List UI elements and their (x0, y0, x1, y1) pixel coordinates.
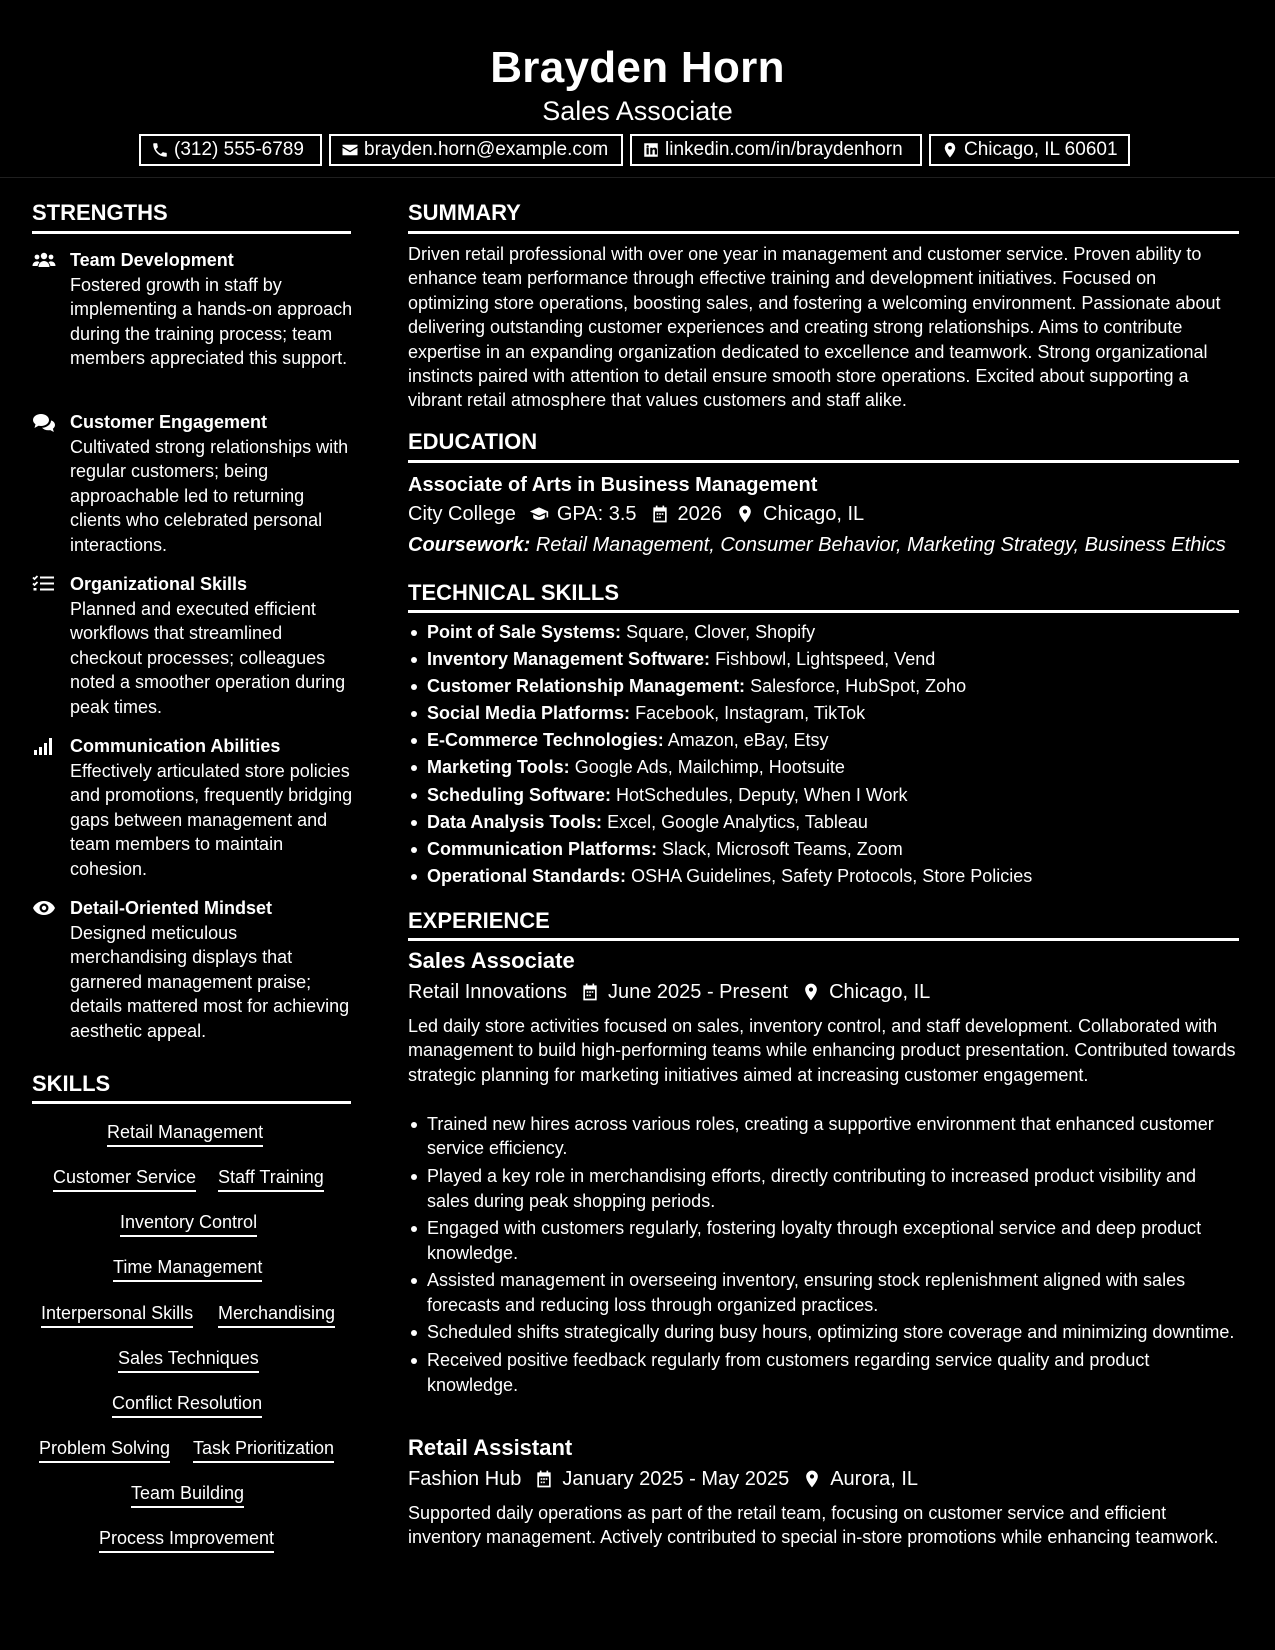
skill-tag: Inventory Control (120, 1210, 257, 1237)
job-meta (408, 979, 930, 1005)
job-dates: June 2025 - Present (607, 981, 789, 1003)
summary-rule (408, 231, 1239, 234)
tasks-icon (32, 574, 56, 594)
strength-title: Organizational Skills (70, 574, 248, 594)
contact-phone-text: (312) 555-6789 (174, 139, 304, 160)
strength-description: Cultivated strong relationships with regular customers; being approachable led to returning clients who celebrated personal interactions. (70, 437, 349, 555)
strength-title: Detail-Oriented Mindset (70, 898, 273, 918)
skill-tag: Interpersonal Skills (41, 1301, 193, 1328)
phone-icon (151, 141, 169, 159)
list-item: Operational Standards: OSHA Guidelines, Safety Protocols, Store Policies (408, 863, 1238, 890)
education-rule (408, 460, 1239, 463)
skill-tag: Team Building (131, 1481, 244, 1508)
strength-description: Fostered growth in staff by implementing a hands-on approach during the training process; team members appreciated this support. (70, 275, 353, 369)
skill-tag: Task Prioritization (193, 1436, 334, 1463)
map-marker-icon (802, 1469, 822, 1489)
list-item: E-Commerce Technologies: Amazon, eBay, Etsy (408, 727, 1238, 754)
technical-skills-heading: TECHNICAL SKILLS (408, 580, 620, 605)
list-item: Social Media Platforms: Facebook, Instagram, TikTok (408, 700, 1238, 727)
job-summary: Led daily store activities focused on sales, inventory control, and staff development. Collaborated with management to build high-performing teams while enhancing product presentation. Contributed towards strategic planning for marketing initiatives aimed at increasing customer engagement. (408, 1016, 1236, 1085)
list-item: Assisted management in overseeing inventory, ensuring stock replenishment aligned with sales forecasts and reducing loss through organized practices. (408, 1268, 1238, 1317)
contact-linkedin[interactable] (630, 134, 922, 166)
skill-tag: Problem Solving (39, 1436, 170, 1463)
list-item: Customer Relationship Management: Salesforce, HubSpot, Zoho (408, 673, 1238, 700)
candidate-name: Brayden Horn (490, 43, 785, 92)
calendar-icon (580, 982, 600, 1002)
strengths-rule (32, 231, 351, 234)
strength-title: Communication Abilities (70, 736, 281, 756)
strength-description: Planned and executed efficient workflows that streamlined checkout processes; colleagues noted a smoother operation during peak times. (70, 599, 346, 717)
summary-text: Driven retail professional with over one year in management and customer service. Proven ability to enhance team performance through effective training and development initiatives. Focused on optimizing store operations, boosting sales, and fostering a welcoming environment. Passionate about delivering outstanding customer experiences and creating strong relationships. Aims to contribute expertise in an expanding organization dedicated to excellence and teamwork. Strong organizational instincts paired with attention to detail ensure smooth store operations. Excited about supporting a vibrant retail atmosphere that values customers and staff alike. (408, 244, 1221, 411)
strength-title: Team Development (70, 250, 234, 270)
list-item: Data Analysis Tools: Excel, Google Analytics, Tableau (408, 809, 1238, 836)
list-item: Scheduling Software: HotSchedules, Deputy, When I Work (408, 782, 1238, 809)
job-location: Chicago, IL (829, 981, 931, 1003)
job-summary: Supported daily operations as part of the retail team, focusing on customer service and efficient inventory management. Actively contributed to special in-store promotions while enhancing teamwork. (408, 1503, 1219, 1548)
signal-icon (32, 736, 56, 756)
strength-title: Customer Engagement (70, 412, 268, 432)
list-item: Inventory Management Software: Fishbowl, Lightspeed, Vend (408, 646, 1238, 673)
list-item: Scheduled shifts strategically during busy hours, optimizing store coverage and minimizing downtime. (408, 1320, 1238, 1344)
list-item: Received positive feedback regularly from customers regarding service quality and product knowledge. (408, 1348, 1238, 1397)
list-item: Communication Platforms: Slack, Microsoft Teams, Zoom (408, 836, 1238, 863)
strength-description: Designed meticulous merchandising displays that garnered management praise; details mattered most for achieving aesthetic appeal. (70, 923, 350, 1041)
list-item: Marketing Tools: Google Ads, Mailchimp, Hootsuite (408, 754, 1238, 781)
job-location: Aurora, IL (830, 1468, 919, 1490)
skill-tag: Merchandising (218, 1301, 335, 1328)
map-marker-icon (941, 141, 959, 159)
technical-skills-rule (408, 610, 1239, 613)
eye-icon (32, 898, 56, 918)
envelope-icon (341, 141, 359, 159)
candidate-title: Sales Associate (542, 96, 733, 126)
strength-description: Effectively articulated store policies and promotions, frequently bridging gaps between management and team members to maintain cohesion. (70, 761, 353, 879)
list-item: Point of Sale Systems: Square, Clover, Shopify (408, 619, 1238, 646)
list-item: Engaged with customers regularly, fostering loyalty through exceptional service and deep product knowledge. (408, 1216, 1238, 1265)
calendar-icon (650, 504, 670, 524)
skills-heading: SKILLS (32, 1071, 111, 1096)
contact-location[interactable] (929, 134, 1130, 166)
coursework (408, 532, 1226, 558)
experience-heading: EXPERIENCE (408, 908, 550, 933)
graduation-year: 2026 (677, 503, 722, 525)
contact-phone[interactable] (139, 134, 322, 166)
skill-tag: Staff Training (218, 1165, 324, 1192)
experience-rule (408, 938, 1239, 941)
company-name: Fashion Hub (408, 1468, 522, 1490)
job-bullets (408, 1112, 1238, 1400)
calendar-icon (534, 1469, 554, 1489)
contact-email-text: brayden.horn@example.com (364, 139, 609, 160)
contact-linkedin-text: linkedin.com/in/braydenhorn (665, 139, 903, 160)
list-item: Played a key role in merchandising efforts, directly contributing to increased product visibility and sales during peak shopping periods. (408, 1164, 1238, 1213)
contact-location-text: Chicago, IL 60601 (964, 139, 1118, 160)
skill-tag: Process Improvement (99, 1526, 274, 1553)
skill-tag: Time Management (113, 1255, 262, 1282)
education-heading: EDUCATION (408, 429, 538, 454)
list-item: Trained new hires across various roles, creating a supportive environment that enhanced customer service efficiency. (408, 1112, 1238, 1161)
job-title: Sales Associate (408, 948, 575, 973)
skills-rule (32, 1101, 351, 1104)
strengths-heading: STRENGTHS (32, 200, 168, 225)
linkedin-icon (642, 141, 660, 159)
skill-tag: Customer Service (53, 1165, 196, 1192)
job-meta (408, 1466, 918, 1492)
company-name: Retail Innovations (408, 981, 567, 1003)
contact-email[interactable] (329, 134, 623, 166)
map-marker-icon (735, 504, 755, 524)
coursework-list: Retail Management, Consumer Behavior, Marketing Strategy, Business Ethics (535, 534, 1226, 556)
map-marker-icon (801, 982, 821, 1002)
skill-tag: Sales Techniques (118, 1346, 259, 1373)
users-icon (32, 250, 56, 270)
resume-header (0, 0, 1275, 178)
skill-tag: Retail Management (107, 1120, 263, 1147)
school-name: City College (408, 503, 516, 525)
skill-tag: Conflict Resolution (112, 1391, 262, 1418)
education-meta (408, 501, 864, 527)
gpa: GPA: 3.5 (556, 503, 637, 525)
comments-icon (32, 412, 56, 432)
coursework-label: Coursework: (408, 534, 531, 556)
graduation-cap-icon (529, 504, 549, 524)
job-title: Retail Assistant (408, 1435, 573, 1460)
job-dates: January 2025 - May 2025 (562, 1468, 790, 1490)
technical-skills-list (408, 619, 1238, 890)
school-location: Chicago, IL (763, 503, 865, 525)
degree-title: Associate of Arts in Business Management (408, 474, 818, 496)
summary-heading: SUMMARY (408, 200, 521, 225)
